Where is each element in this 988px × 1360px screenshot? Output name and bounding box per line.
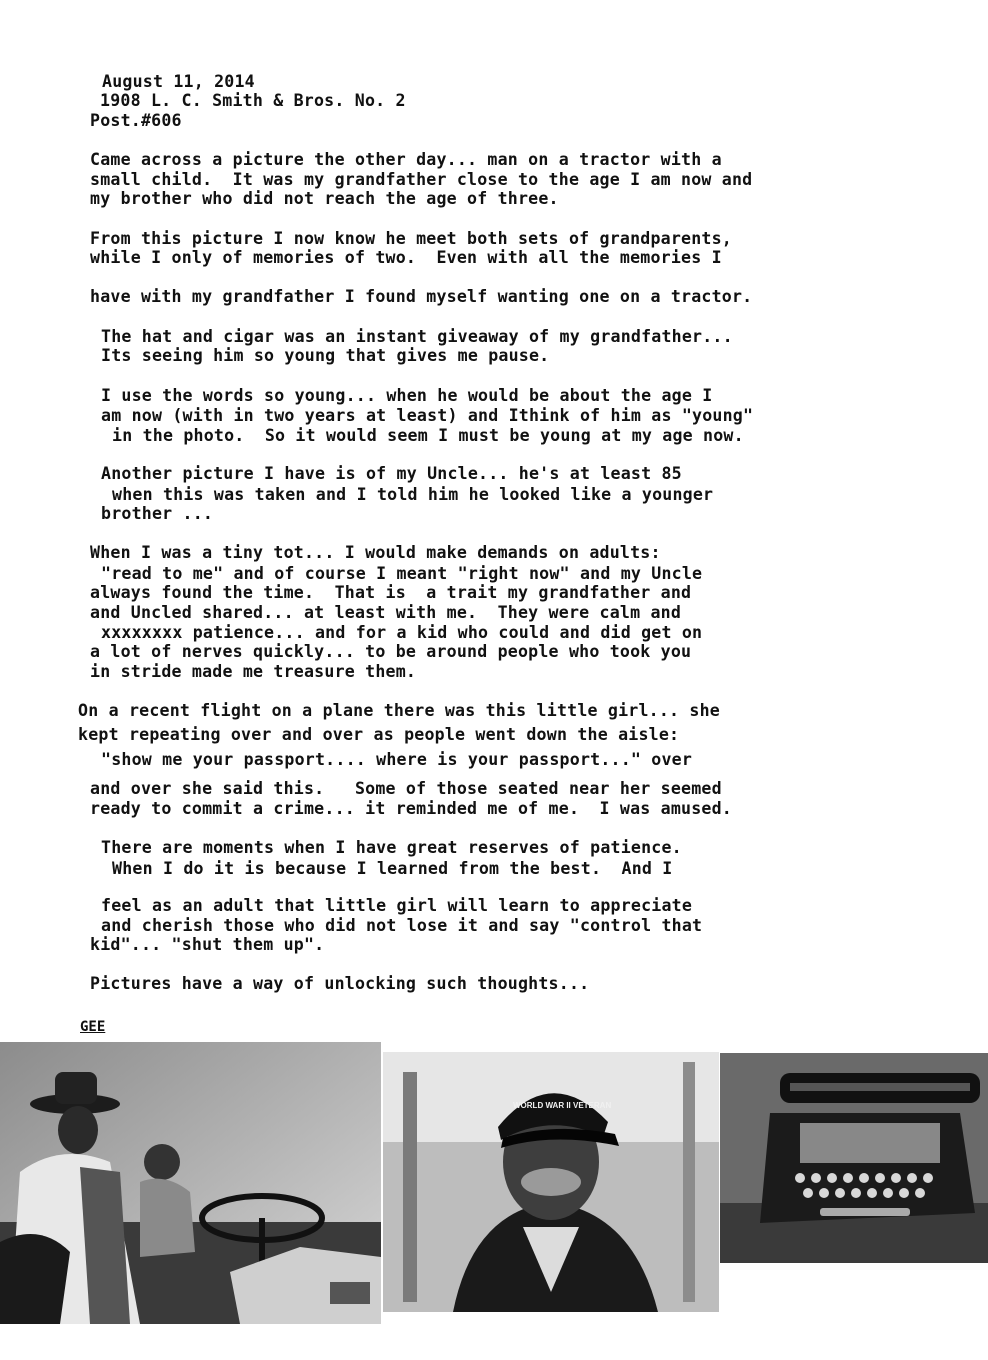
cap-text: WORLD WAR II VETERAN: [513, 1101, 612, 1110]
text-line: kid"... "shut them up".: [90, 935, 325, 954]
text-line: and Uncled shared... at least with me. They were calm and: [90, 603, 682, 622]
header-date: August 11, 2014: [102, 72, 255, 91]
photo-veteran: [383, 1052, 719, 1312]
text-line: am now (with in two years at least) and Ithink of him as "young": [101, 406, 754, 425]
text-line: feel as an adult that little girl will learn to appreciate: [101, 896, 693, 915]
header-post: Post.#606: [90, 111, 182, 130]
text-line: have with my grandfather I found myself wanting one on a tractor.: [90, 287, 753, 306]
text-line: Came across a picture the other day... man on a tractor with a: [90, 150, 722, 169]
text-line: "read to me" and of course I meant "right now" and my Uncle: [101, 564, 703, 583]
text-line: while I only of memories of two. Even with all the memories I: [90, 248, 722, 267]
text-line: Another picture I have is of my Uncle... he's at least 85: [101, 464, 682, 483]
text-line: "show me your passport.... where is your passport..." over: [101, 750, 693, 769]
text-line: Pictures have a way of unlocking such thoughts...: [90, 974, 590, 993]
text-line: and cherish those who did not lose it and say "control that: [101, 916, 703, 935]
text-line: The hat and cigar was an instant giveaway of my grandfather...: [101, 327, 733, 346]
text-line: On a recent flight on a plane there was this little girl... she: [78, 701, 720, 720]
text-line: When I do it is because I learned from the best. And I: [112, 859, 673, 878]
text-line: Its seeing him so young that gives me pause.: [101, 346, 550, 365]
text-line: ready to commit a crime... it reminded me of me. I was amused.: [90, 799, 732, 818]
text-line: always found the time. That is a trait my grandfather and: [90, 583, 692, 602]
text-line: xxxxxxxx patience... and for a kid who could and did get on: [101, 623, 703, 642]
text-line: I use the words so young... when he would be about the age I: [101, 386, 713, 405]
text-line: my brother who did not reach the age of three.: [90, 189, 559, 208]
text-line: and over she said this. Some of those seated near her seemed: [90, 779, 722, 798]
text-line: when this was taken and I told him he looked like a younger: [112, 485, 714, 504]
text-line: kept repeating over and over as people went down the aisle:: [78, 725, 680, 744]
text-line: in stride made me treasure them.: [90, 662, 417, 681]
text-line: small child. It was my grandfather close to the age I am now and: [90, 170, 753, 189]
text-line: From this picture I now know he meet both sets of grandparents,: [90, 229, 732, 248]
text-line: brother ...: [101, 504, 214, 523]
text-line: When I was a tiny tot... I would make demands on adults:: [90, 543, 661, 562]
header-machine: 1908 L. C. Smith & Bros. No. 2: [100, 91, 406, 110]
signature: GEE: [80, 1019, 106, 1035]
photo-tractor: [0, 1042, 381, 1324]
text-line: a lot of nerves quickly... to be around people who took you: [90, 642, 692, 661]
photo-typewriter: [720, 1053, 988, 1263]
text-line: in the photo. So it would seem I must be young at my age now.: [112, 426, 744, 445]
text-line: There are moments when I have great reserves of patience.: [101, 838, 682, 857]
